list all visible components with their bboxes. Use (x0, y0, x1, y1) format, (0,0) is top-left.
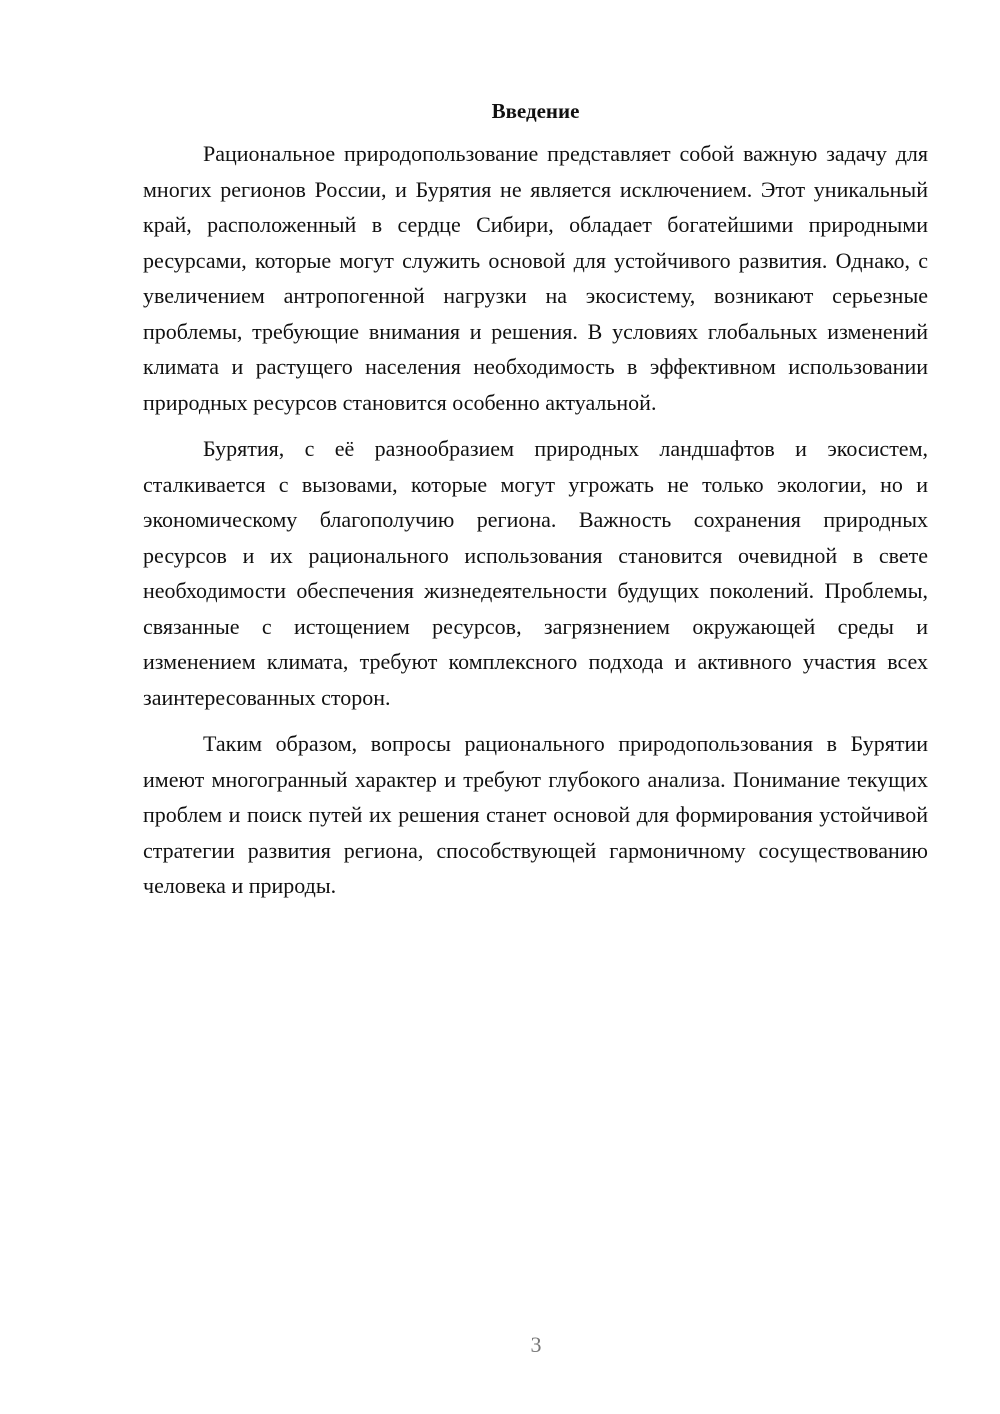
paragraph-2: Бурятия, с её разнообразием природных ландшафтов и экосистем, сталкивается с вызовами, которые могут угрожать не только экологии, но и экономическому благополучию региона. Важность сохранения природных ресурсов и их рационального использования становится очевидной в свете необходимости обеспечения жизнедеятельности будущих поколений. Проблемы, связанные с истощением ресурсов, загрязнением окружающей среды и изменением климата, требуют комплексного подхода и активного участия всех заинтересованных сторон. (143, 436, 928, 710)
page-content (143, 96, 928, 915)
page-number: 3 (530, 1332, 542, 1357)
paragraph-3: Таким образом, вопросы рационального природопользования в Бурятии имеют многогранный характер и требуют глубокого анализа. Понимание текущих проблем и поиск путей их решения станет основой для формирования устойчивой стратегии развития региона, способствующей гармоничному сосуществованию человека и природы. (143, 731, 928, 898)
section-title: Введение (491, 99, 580, 123)
paragraph-1: Рациональное природопользование представляет собой важную задачу для многих регионов России, и Бурятия не является исключением. Этот уникальный край, расположенный в сердце Сибири, обладает богатейшими природными ресурсами, которые могут служить основой для устойчивого развития. Однако, с увеличением антропогенной нагрузки на экосистему, возникают серьезные проблемы, требующие внимания и решения. В условиях глобальных изменений климата и растущего населения необходимость в эффективном использовании природных ресурсов становится особенно актуальной. (143, 141, 928, 415)
